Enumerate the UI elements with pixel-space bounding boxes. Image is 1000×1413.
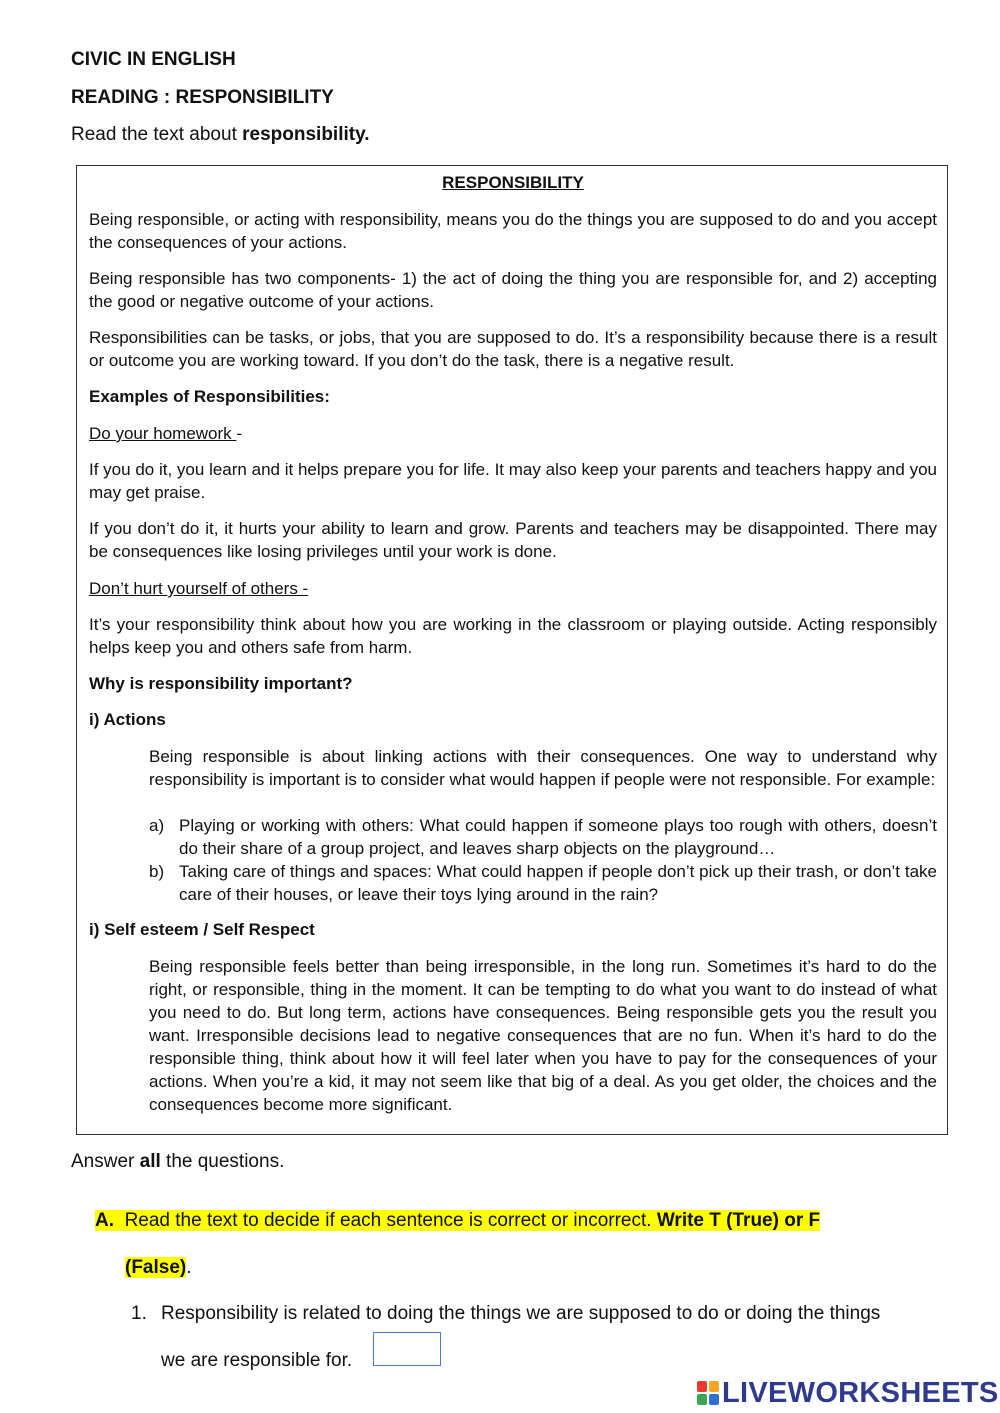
section-a-bold-2: (False) (125, 1257, 187, 1278)
reading-passage (76, 165, 948, 1135)
section-a-end: . (186, 1257, 192, 1278)
intro-bold: responsibility. (242, 124, 370, 145)
example-1-label: Do your homework (89, 424, 237, 443)
examples-heading: Examples of Responsibilities: (89, 387, 330, 406)
actions-item-b-marker: b) (149, 862, 165, 881)
actions-paragraph: Being responsible is about linking actions with their consequences. One way to understand why responsibility is important is to consider what would happen if people were not responsible. For example: (149, 747, 937, 789)
section-a-line-2 (125, 1255, 192, 1281)
self-esteem-paragraph: Being responsible feels better than being irresponsible, in the long run. Sometimes it’s hard to do the right, or responsible, thing in the moment. It can be tempting to do what you want to do instead of what you need to do. But long term, actions have consequences. Being responsible gets you the result you want. Irresponsible decisions lead to negative consequences that are no fun. When it’s hard to do the responsible thing, think about how it will feel later when you have to pay for the consequences of your actions. When you’re a kid, it may not seem like that big of a deal. As you get older, the choices and the consequences become more significant. (149, 957, 937, 1114)
section-a-line-1 (95, 1208, 820, 1234)
example-1-paragraph-2: If you don’t do it, it hurts your ability to learn and grow. Parents and teachers may be disappointed. There may be consequences like losing privileges until your work is done. (89, 519, 937, 561)
passage-paragraph-2: Being responsible has two components- 1) the act of doing the thing you are responsible for, and 2) accepting the good or negative outcome of your actions. (89, 269, 937, 311)
passage-paragraph-3: Responsibilities can be tasks, or jobs, that you are supposed to do. It’s a responsibility because there is a result or outcome you are working toward. If you don’t do the task, there is a negative result. (89, 328, 937, 370)
example-1-paragraph-1: If you do it, you learn and it helps prepare you for life. It may also keep your parents and teachers happy and you may get praise. (89, 460, 937, 502)
answer-bold: all (139, 1151, 161, 1172)
self-esteem-heading: i) Self esteem / Self Respect (89, 920, 315, 939)
example-1-heading (89, 422, 937, 445)
passage-paragraph-1: Being responsible, or acting with responsibility, means you do the things you are supposed to do and you accept the consequences of your actions. (89, 210, 937, 252)
question-1-number: 1. (131, 1303, 147, 1324)
example-1-dash: - (236, 424, 243, 443)
section-title: READING : RESPONSIBILITY (71, 87, 334, 108)
question-1-answer-box[interactable] (373, 1332, 441, 1366)
section-a-bold-1: Write T (True) or F (656, 1210, 821, 1231)
course-title: CIVIC IN ENGLISH (71, 49, 236, 70)
actions-heading: i) Actions (89, 710, 166, 729)
intro-prefix: Read the text about (71, 124, 243, 145)
section-a-label: A. (95, 1210, 114, 1231)
answer-suffix: the questions. (160, 1151, 285, 1172)
logo-mark-icon (697, 1381, 719, 1405)
logo-text: LIVEWORKSHEETS (722, 1376, 999, 1409)
question-1-line-2: we are responsible for. (161, 1350, 353, 1371)
passage-title: RESPONSIBILITY (442, 173, 584, 192)
actions-item-a-marker: a) (149, 816, 165, 835)
why-heading: Why is responsibility important? (89, 674, 353, 693)
liveworksheets-logo (697, 1376, 999, 1410)
intro-line (71, 124, 370, 146)
example-2-paragraph: It’s your responsibility think about how you are working in the classroom or playing outside. Acting responsibly helps keep you and others safe from harm. (89, 615, 937, 657)
actions-item-b: Taking care of things and spaces: What could happen if people don’t pick up their trash, or don’t take care of their houses, or leave their toys lying around in the rain? (179, 862, 937, 904)
actions-item-a: Playing or working with others: What could happen if someone plays too rough with others, doesn’t do their share of a group project, and leaves sharp objects on the playground… (179, 816, 937, 858)
question-1-line-1: Responsibility is related to doing the things we are supposed to do or doing the things (161, 1303, 881, 1324)
answer-instruction (71, 1151, 284, 1173)
example-2-heading: Don’t hurt yourself of others - (89, 579, 309, 598)
answer-prefix: Answer (71, 1151, 140, 1172)
section-a-text: Read the text to decide if each sentence is correct or incorrect. (124, 1210, 657, 1231)
